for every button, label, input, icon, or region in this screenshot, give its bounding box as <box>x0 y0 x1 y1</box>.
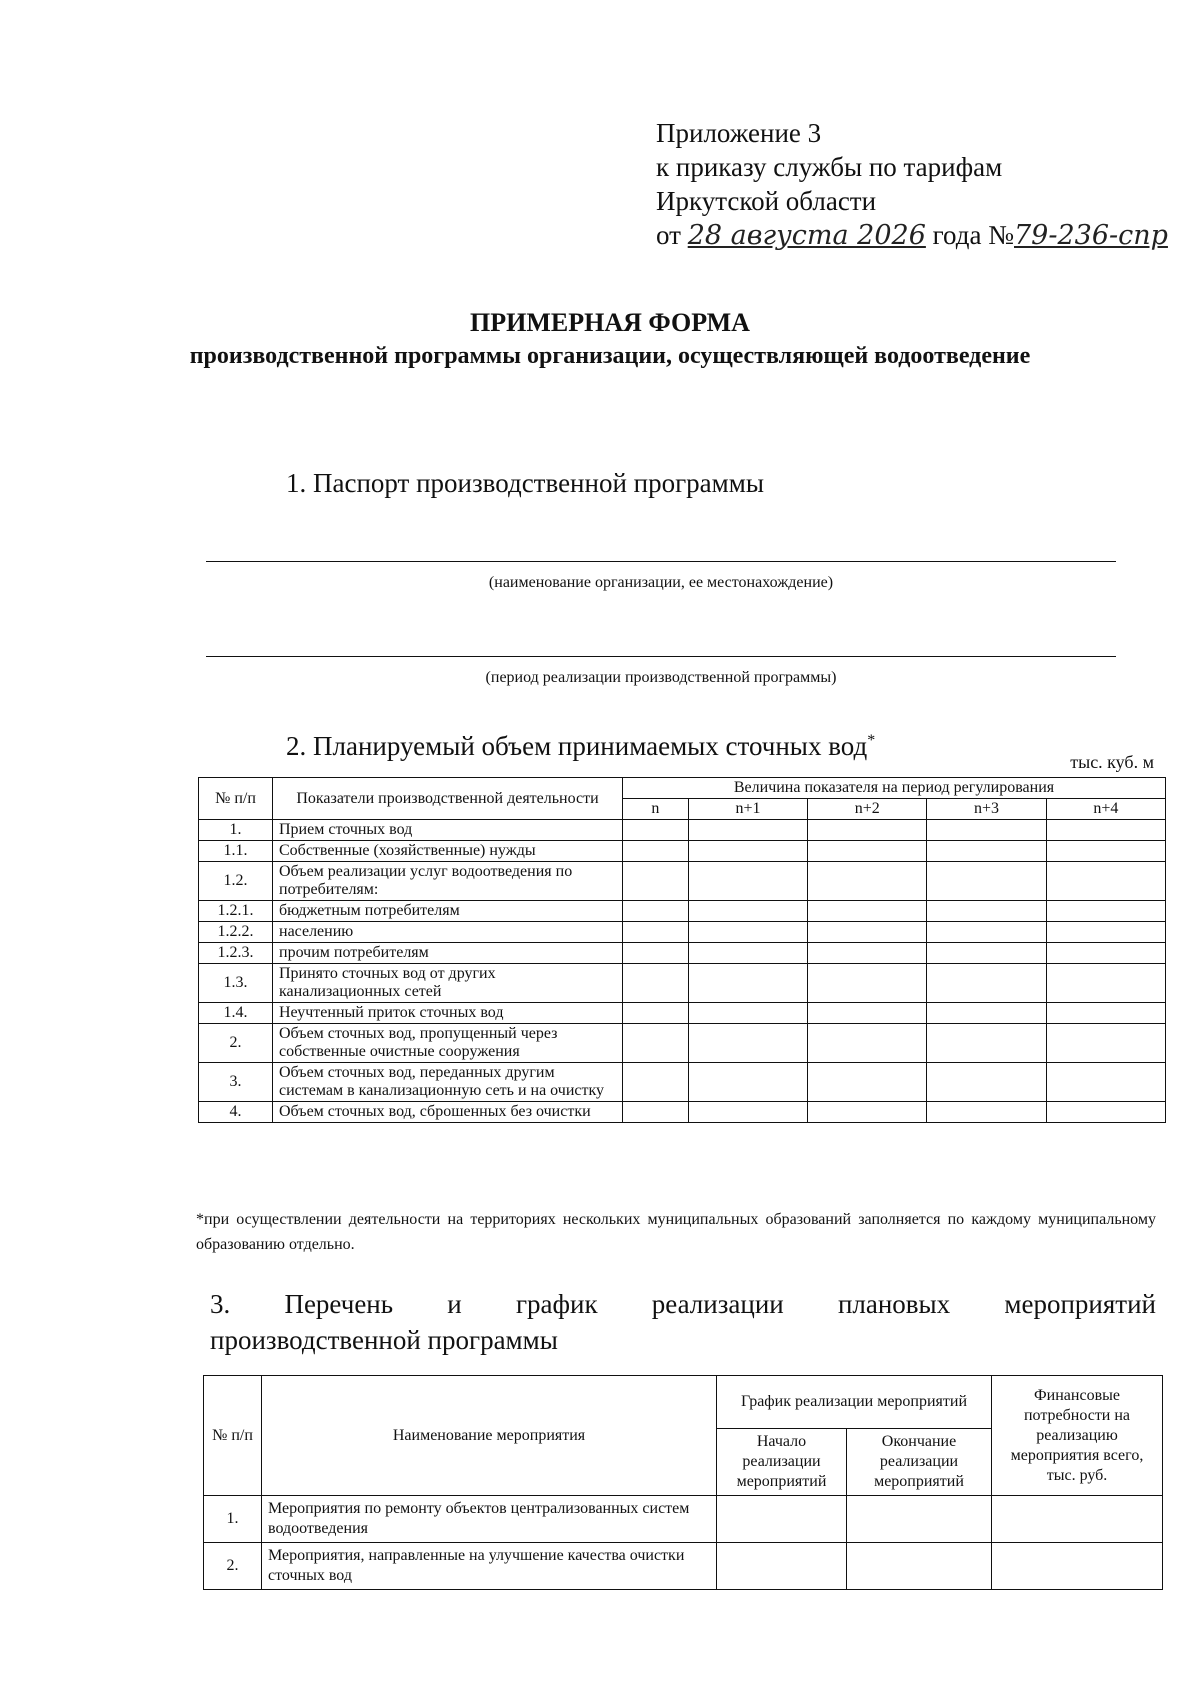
value-cell <box>927 841 1046 862</box>
wastewater-volume-table <box>198 777 1166 1123</box>
row-indicator: бюджетным потребителям <box>273 901 623 922</box>
table-row <box>204 1496 1163 1543</box>
section3-heading <box>210 1286 1156 1358</box>
value-cell <box>623 901 689 922</box>
value-cell <box>688 1102 807 1123</box>
section3-heading-line1 <box>210 1286 1156 1322</box>
period-n: n <box>623 799 689 820</box>
value-cell <box>808 820 927 841</box>
value-cell <box>623 862 689 901</box>
heading-word: мероприятий <box>1004 1289 1156 1319</box>
value-cell <box>808 1102 927 1123</box>
value-cell <box>623 841 689 862</box>
value-cell <box>1046 922 1165 943</box>
row-number: 1.2. <box>199 862 273 901</box>
value-cell <box>1046 1024 1165 1063</box>
heading-word: реализации <box>651 1289 784 1319</box>
col-indicator-header: Показатели производственной деятельности <box>273 778 623 820</box>
appendix-date-line <box>656 218 1168 253</box>
activities-table <box>203 1375 1163 1590</box>
table-row <box>199 1063 1166 1102</box>
table-row <box>204 1543 1163 1590</box>
value-cell <box>808 1024 927 1063</box>
row-number: 1.2.3. <box>199 943 273 964</box>
row-number: 1. <box>204 1496 262 1543</box>
value-cell <box>688 1063 807 1102</box>
value-cell <box>847 1543 992 1590</box>
row-indicator: Объем реализации услуг водоотведения по потребителям: <box>273 862 623 901</box>
value-cell <box>808 1003 927 1024</box>
row-indicator: Собственные (хозяйственные) нужды <box>273 841 623 862</box>
activity-name: Мероприятия, направленные на улучшение качества очистки сточных вод <box>262 1543 717 1590</box>
table-row <box>199 841 1166 862</box>
value-cell <box>1046 1003 1165 1024</box>
organization-name-line <box>206 561 1116 562</box>
value-cell <box>927 1102 1046 1123</box>
row-number: 4. <box>199 1102 273 1123</box>
row-number: 1.3. <box>199 964 273 1003</box>
value-cell <box>808 862 927 901</box>
activities-col-num: № п/п <box>204 1376 262 1496</box>
section1-heading: 1. Паспорт производственной программы <box>286 468 764 498</box>
activity-name: Мероприятия по ремонту объектов централизованных систем водоотведения <box>262 1496 717 1543</box>
footnote: *при осуществлении деятельности на территориях нескольких муниципальных образований заполняется по каждому муниципальному образованию отдельно. <box>196 1211 1156 1253</box>
value-cell <box>623 943 689 964</box>
value-cell <box>1046 964 1165 1003</box>
value-cell <box>927 922 1046 943</box>
value-cell <box>623 820 689 841</box>
appendix-from: от <box>656 220 681 250</box>
activities-col-name: Наименование мероприятия <box>262 1376 717 1496</box>
value-cell <box>927 1003 1046 1024</box>
table-row <box>199 1024 1166 1063</box>
value-cell <box>623 964 689 1003</box>
value-cell <box>992 1543 1163 1590</box>
appendix-block <box>656 116 1168 253</box>
handwritten-date: 28 августа 2026 <box>687 220 926 251</box>
section2-footnote-mark: * <box>867 732 876 749</box>
title-main: ПРИМЕРНАЯ ФОРМА <box>470 308 750 337</box>
value-cell <box>688 862 807 901</box>
value-cell <box>1046 820 1165 841</box>
row-indicator: Объем сточных вод, переданных другим системам в канализационную сеть и на очистку <box>273 1063 623 1102</box>
value-cell <box>717 1496 847 1543</box>
value-cell <box>688 922 807 943</box>
units-label: тыс. куб. м <box>1070 752 1154 772</box>
organization-name-caption: (наименование организации, ее местонахождение) <box>488 574 834 591</box>
heading-word: 3. <box>210 1289 231 1319</box>
value-cell <box>808 922 927 943</box>
row-indicator: Принято сточных вод от других канализационных сетей <box>273 964 623 1003</box>
row-number: 1.2.2. <box>199 922 273 943</box>
table-row <box>199 1102 1166 1123</box>
period-n4: n+4 <box>1046 799 1165 820</box>
row-number: 2. <box>204 1543 262 1590</box>
col-num-header: № п/п <box>199 778 273 820</box>
value-cell <box>717 1543 847 1590</box>
value-cell <box>927 862 1046 901</box>
period-line <box>206 656 1116 657</box>
value-cell <box>623 1102 689 1123</box>
section2-heading-text: 2. Планируемый объем принимаемых сточных вод <box>286 731 868 761</box>
row-number: 1.1. <box>199 841 273 862</box>
title-sub: производственной программы организации, осуществляющей водоотведение <box>189 343 1031 369</box>
value-cell <box>623 922 689 943</box>
activities-col-end: Окончание реализации мероприятий <box>847 1429 992 1496</box>
section3-heading-line2: производственной программы <box>210 1325 558 1355</box>
value-cell <box>623 1063 689 1102</box>
heading-word: плановых <box>837 1289 951 1319</box>
value-cell <box>927 943 1046 964</box>
value-cell <box>927 1063 1046 1102</box>
value-cell <box>808 841 927 862</box>
period-caption: (период реализации производственной программы) <box>485 669 837 686</box>
value-cell <box>927 820 1046 841</box>
col-period-header: Величина показателя на период регулирования <box>623 778 1166 799</box>
table-row <box>199 1003 1166 1024</box>
value-cell <box>847 1496 992 1543</box>
value-cell <box>1046 1063 1165 1102</box>
handwritten-number: 79-236-спр <box>1014 220 1168 251</box>
appendix-order: к приказу службы по тарифам <box>656 152 1003 182</box>
value-cell <box>688 820 807 841</box>
value-cell <box>1046 1102 1165 1123</box>
period-n1: n+1 <box>688 799 807 820</box>
value-cell <box>808 964 927 1003</box>
value-cell <box>1046 841 1165 862</box>
value-cell <box>688 943 807 964</box>
value-cell <box>992 1496 1163 1543</box>
row-number: 1.2.1. <box>199 901 273 922</box>
row-indicator: Неучтенный приток сточных вод <box>273 1003 623 1024</box>
table-row <box>199 922 1166 943</box>
document-title <box>180 306 1040 372</box>
row-indicator: прочим потребителям <box>273 943 623 964</box>
value-cell <box>808 1063 927 1102</box>
value-cell <box>688 841 807 862</box>
value-cell <box>623 1003 689 1024</box>
activities-col-start: Начало реализации мероприятий <box>717 1429 847 1496</box>
appendix-title: Приложение 3 <box>656 118 822 148</box>
value-cell <box>1046 862 1165 901</box>
activities-col-finance: Финансовые потребности на реализацию мероприятия всего, тыс. руб. <box>992 1376 1163 1496</box>
value-cell <box>808 943 927 964</box>
period-n3: n+3 <box>927 799 1046 820</box>
value-cell <box>688 1024 807 1063</box>
table-row <box>199 943 1166 964</box>
period-n2: n+2 <box>808 799 927 820</box>
value-cell <box>623 1024 689 1063</box>
appendix-year-number: года № <box>932 220 1014 250</box>
row-indicator: Прием сточных вод <box>273 820 623 841</box>
value-cell <box>808 901 927 922</box>
heading-word: и <box>447 1289 462 1319</box>
value-cell <box>688 964 807 1003</box>
row-number: 3. <box>199 1063 273 1102</box>
value-cell <box>927 964 1046 1003</box>
table-row <box>199 964 1166 1003</box>
wastewater-table-body <box>199 820 1166 1123</box>
heading-word: Перечень <box>284 1289 394 1319</box>
row-indicator: Объем сточных вод, сброшенных без очистки <box>273 1102 623 1123</box>
value-cell <box>1046 901 1165 922</box>
value-cell <box>688 1003 807 1024</box>
value-cell <box>927 901 1046 922</box>
row-indicator: населению <box>273 922 623 943</box>
value-cell <box>927 1024 1046 1063</box>
heading-word: график <box>515 1289 598 1319</box>
table-row <box>199 901 1166 922</box>
table-row <box>199 820 1166 841</box>
activities-col-schedule: График реализации мероприятий <box>717 1376 992 1429</box>
appendix-region: Иркутской области <box>656 186 877 216</box>
row-number: 2. <box>199 1024 273 1063</box>
section2-heading <box>286 724 875 763</box>
activities-table-body <box>204 1496 1163 1590</box>
row-number: 1. <box>199 820 273 841</box>
value-cell <box>1046 943 1165 964</box>
row-number: 1.4. <box>199 1003 273 1024</box>
row-indicator: Объем сточных вод, пропущенный через собственные очистные сооружения <box>273 1024 623 1063</box>
table-row <box>199 862 1166 901</box>
value-cell <box>688 901 807 922</box>
